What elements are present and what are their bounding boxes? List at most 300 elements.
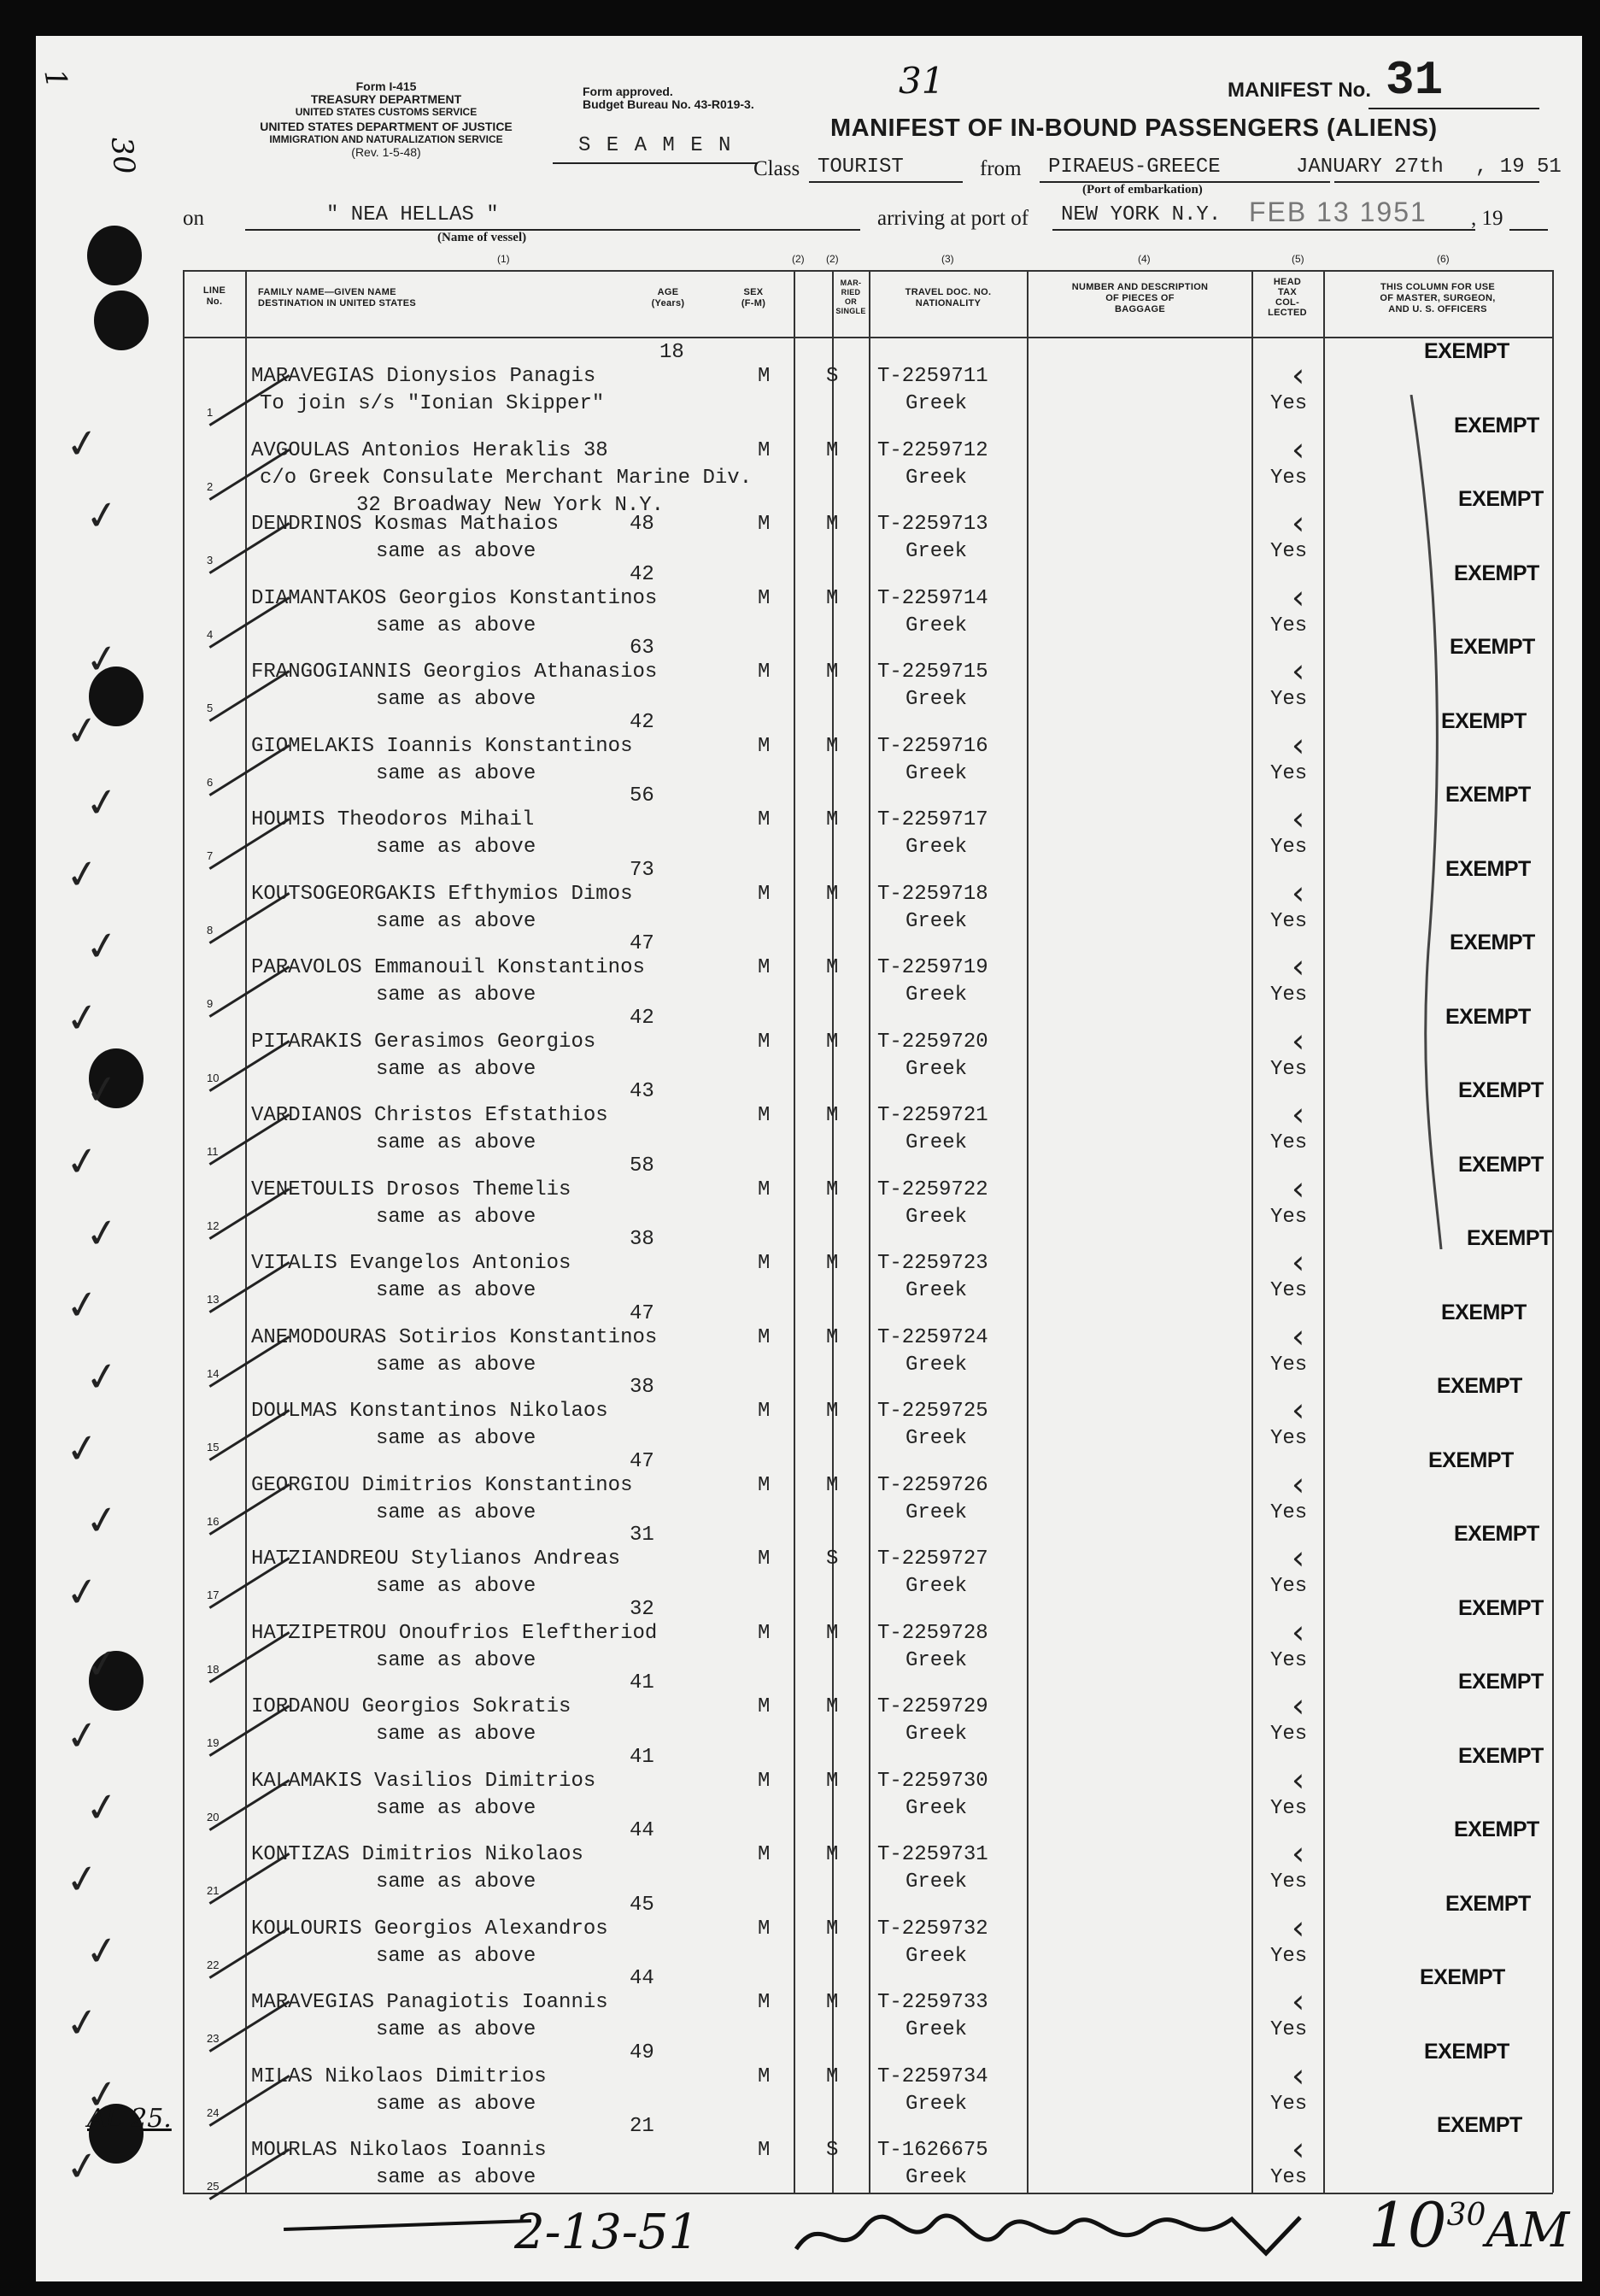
officer-note: EXEMPT [1424, 339, 1509, 363]
age: 73 [630, 858, 654, 882]
nationality: Greek [905, 1575, 968, 1598]
age: 42 [630, 1006, 654, 1030]
handwritten-page-number: 31 [899, 60, 945, 102]
col-border [1251, 270, 1253, 2193]
age: 47 [630, 1301, 654, 1325]
marital-status: M [826, 438, 839, 462]
header-married: MAR- RIED OR SINGLE [835, 279, 866, 315]
travel-doc-no: T-2259717 [877, 808, 988, 831]
sex: M [758, 808, 771, 831]
year-label: , 19 [1471, 207, 1503, 230]
head-tax-collected: Yes [1270, 1723, 1308, 1746]
line-check-stroke [209, 1261, 290, 1313]
on-label: on [183, 207, 204, 230]
sex: M [758, 1473, 771, 1497]
margin-check-icon: ✓ [62, 418, 103, 469]
nationality: Greek [905, 1796, 968, 1820]
margin-check-icon: ✓ [82, 1064, 122, 1115]
header-head-tax: HEAD TAX COL- LECTED [1268, 277, 1307, 318]
time-hours: 10 [1368, 2189, 1447, 2261]
line-check-stroke [209, 1557, 290, 1609]
officer-note: EXEMPT [1445, 856, 1531, 881]
tax-tick-mark: ‹ [1292, 2130, 1305, 2168]
destination: same as above [376, 1648, 536, 1672]
officer-note: EXEMPT [1450, 635, 1535, 659]
tax-tick-mark: ‹ [1292, 725, 1305, 764]
col-border [1552, 270, 1554, 2193]
officer-note: EXEMPT [1445, 783, 1531, 807]
travel-doc-no: T-2259727 [877, 1547, 988, 1571]
age: 56 [630, 784, 654, 807]
travel-doc-no: T-2259723 [877, 1252, 988, 1275]
tax-tick-mark: ‹ [1292, 873, 1305, 912]
struck-signature [284, 2219, 531, 2231]
head-tax-collected: Yes [1270, 761, 1308, 785]
line-number: 9 [207, 997, 214, 1010]
officer-note: EXEMPT [1458, 1670, 1544, 1694]
destination: same as above [376, 2018, 536, 2041]
col-num-6: (6) [1437, 253, 1450, 265]
time-minutes: 30 [1446, 2198, 1486, 2233]
marital-status: M [826, 1917, 839, 1941]
sex: M [758, 365, 771, 388]
passenger-name: VARDIANOS Christos Efstathios [251, 1104, 608, 1127]
margin-check-icon: ✓ [82, 1207, 122, 1259]
marital-status: S [826, 1547, 839, 1571]
marital-status: M [826, 1400, 839, 1423]
manifest-title: MANIFEST OF IN-BOUND PASSENGERS (ALIENS) [830, 115, 1438, 142]
line-check-stroke [209, 1631, 290, 1683]
header-officers: THIS COLUMN FOR USE OF MASTER, SURGEON, AND U. S. OFFICERS [1380, 282, 1496, 314]
nationality: Greek [905, 1500, 968, 1524]
nationality: Greek [905, 614, 968, 637]
officer-note: EXEMPT [1441, 708, 1527, 733]
age: 58 [630, 1154, 654, 1177]
nationality: Greek [905, 1205, 968, 1229]
col-num-2: (2) [792, 253, 805, 265]
officer-note: EXEMPT [1454, 413, 1539, 437]
destination: same as above [376, 540, 536, 563]
passenger-name: VITALIS Evangelos Antonios [251, 1252, 571, 1275]
sex: M [758, 661, 771, 684]
nationality: Greek [905, 688, 968, 711]
margin-check-icon: ✓ [82, 490, 122, 541]
officer-note: EXEMPT [1428, 1447, 1514, 1472]
destination: same as above [376, 1796, 536, 1820]
sex: M [758, 1400, 771, 1423]
line-number: 12 [207, 1218, 220, 1232]
travel-doc-no: T-2259716 [877, 734, 988, 758]
travel-doc-no: T-1626675 [877, 2139, 988, 2162]
margin-check-icon: ✓ [62, 1136, 103, 1187]
officer-note: EXEMPT [1437, 1374, 1522, 1398]
passenger-name: ANEMODOURAS Sotirios Konstantinos [251, 1325, 658, 1349]
line-number: 23 [207, 2032, 220, 2045]
travel-doc-no: T-2259711 [877, 365, 988, 388]
officer-note: EXEMPT [1437, 2113, 1522, 2137]
travel-doc-no: T-2259733 [877, 1991, 988, 2014]
binder-hole [87, 226, 142, 285]
col-num-5: (5) [1292, 253, 1304, 265]
age: 44 [630, 1967, 654, 1990]
travel-doc-no: T-2259713 [877, 513, 988, 536]
age: 43 [630, 1080, 654, 1103]
sex: M [758, 882, 771, 906]
col-border [869, 270, 870, 2193]
destination: same as above [376, 1870, 536, 1894]
dept-treasury: TREASURY DEPARTMENT [310, 92, 462, 106]
line-number: 13 [207, 1293, 220, 1306]
officer-note: EXEMPT [1458, 1078, 1544, 1102]
destination: c/o Greek Consulate Merchant Marine Div. [260, 466, 753, 490]
margin-check-icon: ✓ [62, 705, 103, 756]
marital-status: M [826, 1104, 839, 1127]
approval-block [583, 85, 754, 111]
officer-note: EXEMPT [1445, 1891, 1531, 1916]
age: 41 [630, 1671, 654, 1694]
age: 45 [630, 1893, 654, 1917]
travel-doc-no: T-2259719 [877, 956, 988, 979]
sex: M [758, 734, 771, 758]
line-number: 4 [207, 627, 214, 641]
marital-status: S [826, 365, 839, 388]
marital-status: M [826, 1252, 839, 1275]
marital-status: M [826, 808, 839, 831]
marital-status: M [826, 1621, 839, 1645]
travel-doc-no: T-2259734 [877, 2064, 988, 2088]
head-tax-collected: Yes [1270, 1648, 1308, 1672]
inspector-signature [788, 2202, 1334, 2270]
sex: M [758, 2064, 771, 2088]
passenger-name: GIOMELAKIS Ioannis Konstantinos [251, 734, 633, 758]
nationality: Greek [905, 540, 968, 563]
destination: To join s/s "Ionian Skipper" [260, 392, 605, 415]
table-bottom-border [183, 2193, 1553, 2194]
form-authority-block [185, 80, 587, 159]
header-sex: SEX (F-M) [741, 287, 766, 308]
col-border [794, 270, 795, 2193]
marital-status: M [826, 1991, 839, 2014]
destination: same as above [376, 2092, 536, 2116]
destination: same as above [376, 2166, 536, 2189]
nationality: Greek [905, 761, 968, 785]
destination: same as above [376, 1575, 536, 1598]
sex: M [758, 1030, 771, 1054]
tax-tick-mark: ‹ [1292, 1095, 1305, 1133]
line-number: 21 [207, 1884, 220, 1897]
dept-justice: UNITED STATES DEPARTMENT OF JUSTICE [260, 120, 513, 133]
binder-hole [94, 291, 149, 350]
passenger-name: PITARAKIS Gerasimos Georgios [251, 1030, 596, 1054]
line-number: 17 [207, 1588, 220, 1601]
line-check-stroke [209, 1779, 290, 1831]
officer-note: EXEMPT [1458, 487, 1544, 511]
officer-note: EXEMPT [1445, 1004, 1531, 1029]
line-check-stroke [209, 892, 290, 944]
marital-status: M [826, 661, 839, 684]
header-age: AGE (Years) [651, 287, 685, 308]
travel-doc-no: T-2259720 [877, 1030, 988, 1054]
tax-tick-mark: ‹ [1292, 430, 1305, 468]
budget-line: Budget Bureau No. 43-R019-3. [583, 97, 754, 111]
line-number: 8 [207, 923, 214, 937]
tax-tick-mark: ‹ [1292, 1687, 1305, 1724]
margin-check-icon: ✓ [82, 920, 122, 972]
line-number: 1 [207, 406, 214, 419]
travel-doc-no: T-2259726 [877, 1473, 988, 1497]
officer-note: EXEMPT [1458, 1152, 1544, 1177]
passenger-name: MARAVEGIAS Panagiotis Ioannis [251, 1991, 608, 2014]
margin-check-icon: ✓ [82, 1925, 122, 1976]
nationality: Greek [905, 1057, 968, 1081]
col-border [1323, 270, 1325, 2193]
passenger-name: HATZIPETROU Onoufrios Eleftheriod [251, 1621, 658, 1645]
line-check-stroke [209, 522, 290, 574]
destination: same as above [376, 1723, 536, 1746]
officer-note: EXEMPT [1458, 1743, 1544, 1768]
tax-tick-mark: ‹ [1292, 1539, 1305, 1577]
age: 18 [659, 341, 684, 364]
tax-tick-mark: ‹ [1292, 1982, 1305, 2020]
line-number: 24 [207, 2105, 220, 2119]
head-tax-collected: Yes [1270, 1427, 1308, 1450]
head-tax-collected: Yes [1270, 540, 1308, 563]
nationality: Greek [905, 1648, 968, 1672]
col-num-2b: (2) [826, 253, 839, 265]
tax-tick-mark: ‹ [1292, 1465, 1305, 1503]
tax-tick-mark: ‹ [1292, 1760, 1305, 1799]
tax-tick-mark: ‹ [1292, 800, 1305, 837]
margin-mark: 1 [37, 66, 74, 91]
sex: M [758, 1695, 771, 1718]
destination: same as above [376, 1279, 536, 1302]
destination: same as above [376, 1057, 536, 1081]
passenger-name: DOULMAS Konstantinos Nikolaos [251, 1400, 608, 1423]
margin-check-icon: ✓ [82, 1494, 122, 1546]
officer-note: EXEMPT [1454, 1817, 1539, 1841]
nationality: Greek [905, 1131, 968, 1154]
from-label: from [980, 157, 1022, 180]
tax-tick-mark: ‹ [1292, 1391, 1305, 1429]
age: 42 [630, 562, 654, 586]
line-check-stroke [209, 2000, 290, 2052]
destination: same as above [376, 984, 536, 1007]
passenger-name: MILAS Nikolaos Dimitrios [251, 2064, 547, 2088]
head-tax-collected: Yes [1270, 392, 1308, 415]
sex: M [758, 438, 771, 462]
form-revision: (Rev. 1-5-48) [351, 145, 421, 159]
margin-check-icon: ✓ [82, 1638, 122, 1689]
destination: same as above [376, 1131, 536, 1154]
col-border [1027, 270, 1029, 2193]
col-border [183, 270, 185, 2193]
handwritten-time [1368, 2189, 1569, 2261]
marital-status: M [826, 513, 839, 536]
sex: M [758, 1621, 771, 1645]
head-tax-collected: Yes [1270, 1279, 1308, 1302]
form-number: Form I-415 [355, 79, 417, 93]
line-check-stroke [209, 1483, 290, 1536]
officer-note: EXEMPT [1454, 561, 1539, 585]
margin-check-icon: ✓ [62, 1710, 103, 1761]
tax-tick-mark: ‹ [1292, 1021, 1305, 1060]
marital-status: S [826, 2139, 839, 2162]
head-tax-collected: Yes [1270, 1870, 1308, 1894]
age: 41 [630, 1745, 654, 1769]
table-top-border [183, 270, 1553, 272]
nationality: Greek [905, 1723, 968, 1746]
margin-check-icon: ✓ [82, 633, 122, 684]
passenger-name: MARAVEGIAS Dionysios Panagis [251, 365, 596, 388]
officer-note: EXEMPT [1467, 1226, 1552, 1250]
col-num-4: (4) [1138, 253, 1151, 265]
passenger-name: HOUMIS Theodoros Mihail [251, 808, 535, 831]
line-number: 19 [207, 1736, 220, 1749]
marital-status: M [826, 734, 839, 758]
travel-doc-no: T-2259712 [877, 438, 988, 462]
nationality: Greek [905, 1427, 968, 1450]
travel-doc-no: T-2259714 [877, 586, 988, 610]
passenger-name: AVGOULAS Antonios Heraklis 38 [251, 438, 608, 462]
marital-status: M [826, 882, 839, 906]
marital-status: M [826, 1695, 839, 1718]
manifest-page [36, 36, 1582, 2281]
tax-tick-mark: ‹ [1292, 1169, 1305, 1207]
nationality: Greek [905, 2166, 968, 2189]
age: 32 [630, 1597, 654, 1621]
head-tax-collected: Yes [1270, 2092, 1308, 2116]
head-tax-collected: Yes [1270, 1575, 1308, 1598]
tax-tick-mark: ‹ [1292, 2056, 1305, 2094]
travel-doc-no: T-2259721 [877, 1104, 988, 1127]
tax-tick-mark: ‹ [1292, 504, 1305, 542]
header-bottom-border [183, 337, 1553, 338]
sex: M [758, 1177, 771, 1201]
age: 47 [630, 1449, 654, 1473]
tax-tick-mark: ‹ [1292, 1612, 1305, 1651]
line-check-stroke [209, 744, 290, 796]
margin-check-icon: ✓ [82, 1782, 122, 1833]
marital-status: M [826, 1473, 839, 1497]
passenger-name: MOURLAS Nikolaos Ioannis [251, 2139, 547, 2162]
nationality: Greek [905, 836, 968, 859]
tax-tick-mark: ‹ [1292, 1908, 1305, 1947]
line-check-stroke [209, 1409, 290, 1461]
head-tax-collected: Yes [1270, 1500, 1308, 1524]
officer-note: EXEMPT [1441, 1300, 1527, 1324]
sex: M [758, 1917, 771, 1941]
sex: M [758, 1325, 771, 1349]
sex: M [758, 586, 771, 610]
margin-check-icon: ✓ [82, 777, 122, 828]
line-check-stroke [209, 1705, 290, 1757]
tax-tick-mark: ‹ [1292, 652, 1305, 690]
destination: same as above [376, 688, 536, 711]
line-check-stroke [209, 596, 290, 649]
head-tax-collected: Yes [1270, 466, 1308, 490]
destination: same as above [376, 1353, 536, 1377]
tax-tick-mark: ‹ [1292, 356, 1305, 394]
sex: M [758, 1547, 771, 1571]
line-number: 14 [207, 1366, 220, 1380]
travel-doc-no: T-2259724 [877, 1325, 988, 1349]
line-check-stroke [209, 1927, 290, 1979]
destination: same as above [376, 1205, 536, 1229]
port-of-embarkation: PIRAEUS-GREECE [1048, 156, 1221, 179]
margin-check-icon: ✓ [62, 1997, 103, 2048]
nationality: Greek [905, 909, 968, 933]
age: 44 [630, 1819, 654, 1842]
head-tax-collected: Yes [1270, 1944, 1308, 1968]
handwritten-date: 2-13-51 [514, 2205, 699, 2260]
sex: M [758, 1843, 771, 1866]
head-tax-collected: Yes [1270, 1131, 1308, 1154]
travel-doc-no: T-2259718 [877, 882, 988, 906]
sex: M [758, 1252, 771, 1275]
vessel-name: " NEA HELLAS " [326, 203, 499, 226]
passenger-name: DENDRINOS Kosmas Mathaios [251, 513, 560, 536]
margin-check-icon: ✓ [82, 2069, 122, 2120]
tax-tick-mark: ‹ [1292, 578, 1305, 616]
margin-check-icon: ✓ [82, 1351, 122, 1402]
destination: same as above [376, 836, 536, 859]
seamen-label: S E A M E N [578, 134, 733, 157]
line-check-stroke [209, 670, 290, 722]
age: 48 [630, 513, 654, 536]
margin-check-icon: ✓ [62, 849, 103, 900]
travel-doc-no: T-2259731 [877, 1843, 988, 1866]
travel-doc-no: T-2259725 [877, 1400, 988, 1423]
sex: M [758, 1104, 771, 1127]
tax-tick-mark: ‹ [1292, 948, 1305, 985]
nationality: Greek [905, 984, 968, 1007]
header-name: FAMILY NAME—GIVEN NAME DESTINATION IN UNITED STATES [258, 287, 417, 308]
header-line-no: LINE No. [202, 285, 226, 307]
head-tax-collected: Yes [1270, 1353, 1308, 1377]
passenger-name: KONTIZAS Dimitrios Nikolaos [251, 1843, 583, 1866]
header-baggage: NUMBER AND DESCRIPTION OF PIECES OF BAGGAGE [1071, 282, 1209, 314]
line-check-stroke [209, 1853, 290, 1905]
al-mark: AL 25. [87, 2104, 172, 2134]
tax-tick-mark: ‹ [1292, 1317, 1305, 1355]
line-number: 16 [207, 1514, 220, 1528]
col-num-3: (3) [941, 253, 954, 265]
marital-status: M [826, 586, 839, 610]
passenger-name: IORDANOU Georgios Sokratis [251, 1695, 571, 1718]
head-tax-collected: Yes [1270, 2018, 1308, 2041]
marital-status: M [826, 1030, 839, 1054]
nationality: Greek [905, 2018, 968, 2041]
head-tax-collected: Yes [1270, 1796, 1308, 1820]
head-tax-collected: Yes [1270, 2166, 1308, 2189]
manifest-no-label: MANIFEST No. [1228, 79, 1371, 102]
line-check-stroke [209, 1113, 290, 1166]
class-value: TOURIST [818, 156, 904, 179]
tax-tick-mark: ‹ [1292, 1835, 1305, 1872]
line-check-stroke [209, 1188, 290, 1240]
line-number: 18 [207, 1662, 220, 1676]
destination-address: 32 Broadway New York N.Y. [356, 493, 665, 517]
margin-mark-2: 30 [103, 135, 142, 176]
embarkation-note: (Port of embarkation) [1082, 183, 1203, 197]
destination: same as above [376, 614, 536, 637]
head-tax-collected: Yes [1270, 909, 1308, 933]
age: 47 [630, 932, 654, 955]
nationality: Greek [905, 2092, 968, 2116]
dept-customs: UNITED STATES CUSTOMS SERVICE [295, 106, 478, 118]
sex: M [758, 513, 771, 536]
line-check-stroke [209, 1336, 290, 1388]
